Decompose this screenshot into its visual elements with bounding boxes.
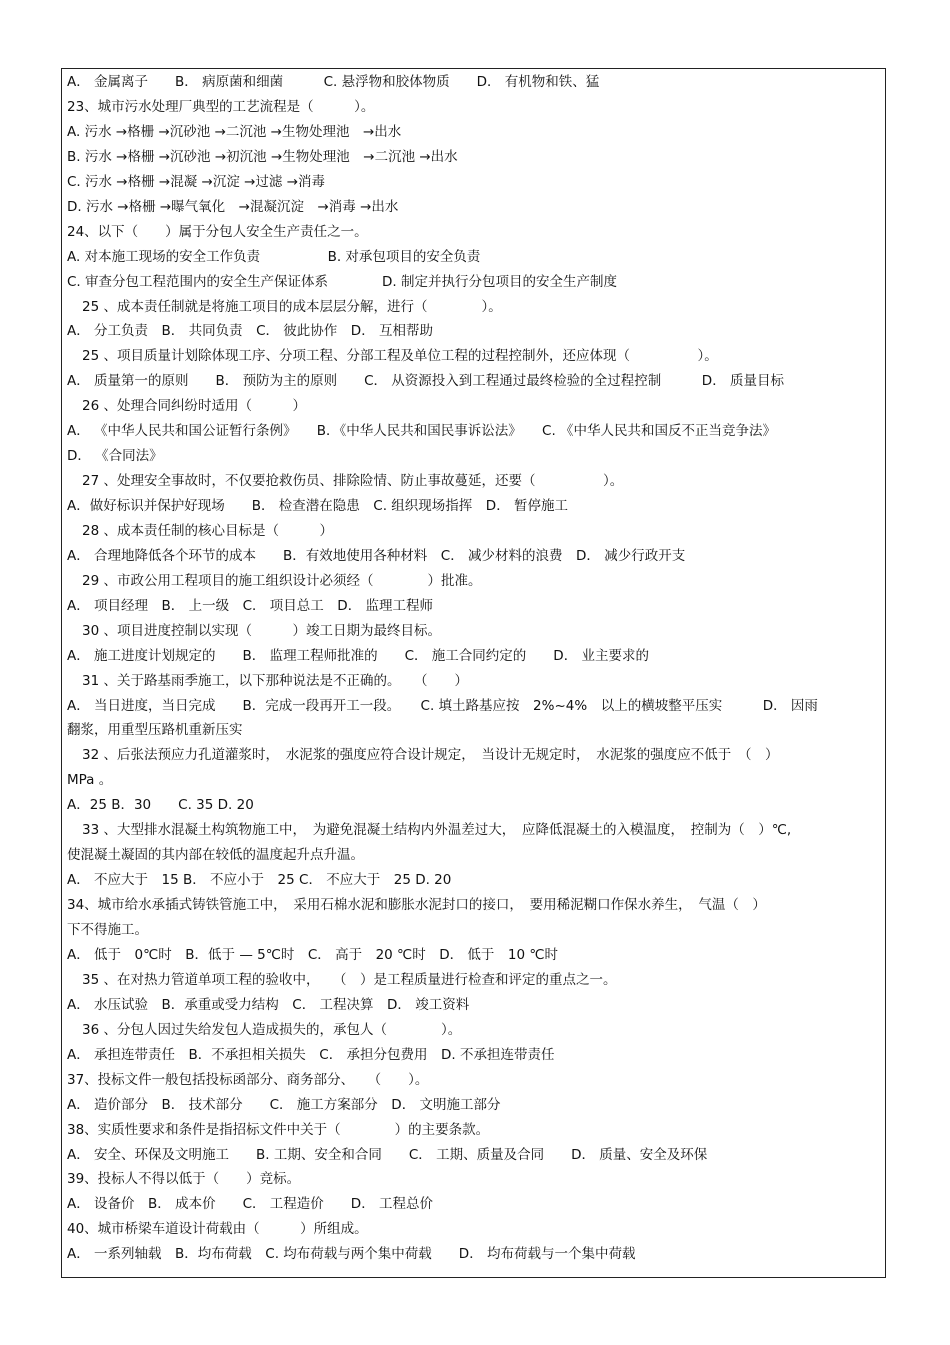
- question-text-line: A． 施工进度计划规定的 B． 监理工程师批准的 C． 施工合同约定的 D． 业主要求的: [67, 648, 649, 664]
- question-text-line: 30 、项目进度控制以实现（ ）竣工日期为最终目标。: [82, 623, 441, 639]
- question-text-line: A． 项目经理 B． 上一级 C． 项目总工 D． 监理工程师: [67, 598, 433, 614]
- question-text-line: B. 污水 →格栅 →沉砂池 →初沉池 →生物处理池 →二沉池 →出水: [67, 149, 458, 165]
- question-text-line: 38、实质性要求和条件是指招标文件中关于（ ）的主要条款。: [67, 1122, 490, 1138]
- question-text-line: A． 设备价 B． 成本价 C． 工程造价 D． 工程总价: [67, 1196, 433, 1212]
- question-text-line: 28 、成本责任制的核心目标是（ ）: [82, 523, 333, 539]
- question-text-line: A．做好标识并保护好现场 B． 检查潜在隐患 C. 组织现场指挥 D． 暂停施工: [67, 498, 568, 514]
- question-text-line: A. 对本施工现场的安全工作负责 B. 对承包项目的安全负责: [67, 249, 481, 265]
- question-text-line: 35 、在对热力管道单项工程的验收中， （ ）是工程质量进行检查和评定的重点之一。: [82, 972, 617, 988]
- question-text-line: 24、以下（ ）属于分包人安全生产责任之一。: [67, 224, 368, 240]
- question-text-line: A． 不应大于 15 B． 不应小于 25 C． 不应大于 25 D. 20: [67, 872, 452, 888]
- question-text-line: 32 、后张法预应力孔道灌浆时， 水泥浆的强度应符合设计规定， 当设计无规定时， 水泥浆的强度应不低于 （ ）: [82, 747, 779, 763]
- question-text-line: 34、城市给水承插式铸铁管施工中， 采用石棉水泥和膨胀水泥封口的接口， 要用稀泥糊口作保水养生， 气温（ ）: [67, 897, 766, 913]
- question-text-line: D. 污水 →格栅 →曝气氧化 →混凝沉淀 →消毒 →出水: [67, 199, 399, 215]
- question-text-line: 使混凝土凝固的其内部在较低的温度起升点升温。: [67, 847, 364, 863]
- question-text-line: A． 一系列轴载 B．均布荷载 C. 均布荷载与两个集中荷载 D． 均布荷载与一个集中荷载: [67, 1246, 636, 1262]
- question-text-line: A. 污水 →格栅 →沉砂池 →二沉池 →生物处理池 →出水: [67, 124, 402, 140]
- question-text-line: 36 、分包人因过失给发包人造成损失的，承包人（ ）。: [82, 1022, 462, 1038]
- question-text-line: A．25 B．30 C. 35 D. 20: [67, 797, 254, 813]
- question-text-line: 33 、大型排水混凝土构筑物施工中， 为避免混凝土结构内外温差过大， 应降低混凝土的入模温度， 控制为（ ）℃,: [82, 822, 792, 838]
- question-text-line: 26 、处理合同纠纷时适用（ ）: [82, 398, 306, 414]
- question-text-line: A． 合理地降低各个环节的成本 B．有效地使用各种材料 C． 减少材料的浪费 D． 减少行政开支: [67, 548, 686, 564]
- question-text-line: A． 低于 0℃时 B．低于 — 5℃时 C． 高于 20 ℃时 D． 低于 10 ℃时: [67, 947, 559, 963]
- question-text-line: A． 分工负责 B． 共同负责 C． 彼此协作 D． 互相帮助: [67, 323, 433, 339]
- question-text-line: C. 污水 →格栅 →混凝 →沉淀 →过滤 →消毒: [67, 174, 326, 190]
- question-text-line: A． 承担连带责任 B．不承担相关损失 C． 承担分包费用 D. 不承担连带责任: [67, 1047, 555, 1063]
- question-text-line: 翻浆，用重型压路机重新压实: [67, 722, 243, 738]
- question-text-line: 27 、处理安全事故时，不仅要抢救伤员、排除险情、防止事故蔓延，还要（ ）。: [82, 473, 624, 489]
- question-text-line: 37、投标文件一般包括投标函部分、商务部分、 （ ）。: [67, 1072, 429, 1088]
- question-text-line: 29 、市政公用工程项目的施工组织设计必须经（ ）批准。: [82, 573, 482, 589]
- question-text-line: A． 水压试验 B．承重或受力结构 C． 工程决算 D． 竣工资料: [67, 997, 470, 1013]
- question-text-line: 25 、项目质量计划除体现工序、分项工程、分部工程及单位工程的过程控制外，还应体现（ ）。: [82, 348, 718, 364]
- question-text-line: A． 造价部分 B． 技术部分 C． 施工方案部分 D． 文明施工部分: [67, 1097, 501, 1113]
- question-text-line: C. 审查分包工程范围内的安全生产保证体系 D. 制定并执行分包项目的安全生产制度: [67, 274, 617, 290]
- question-text-line: 25 、成本责任制就是将施工项目的成本层层分解，进行（ ）。: [82, 299, 502, 315]
- question-text-line: 40、城市桥梁车道设计荷载由（ ）所组成。: [67, 1221, 368, 1237]
- question-text-line: 39、投标人不得以低于（ ）竞标。: [67, 1171, 301, 1187]
- question-text-line: A． 质量第一的原则 B． 预防为主的原则 C． 从资源投入到工程通过最终检验的全过程控制 D． 质量目标: [67, 373, 784, 389]
- question-text-line: A． 安全、环保及文明施工 B. 工期、安全和合同 C． 工期、质量及合同 D． 质量、安全及环保: [67, 1147, 708, 1163]
- question-text-line: D． 《合同法》: [67, 448, 163, 464]
- question-text-line: 31 、关于路基雨季施工，以下那种说法是不正确的。 （ ）: [82, 673, 468, 689]
- question-text-line: MPa 。: [67, 772, 113, 788]
- question-text-line: 23、城市污水处理厂典型的工艺流程是（ ）。: [67, 99, 375, 115]
- question-text-line: 下不得施工。: [67, 922, 148, 938]
- question-text-line: A． 《中华人民共和国公证暂行条例》 B．《中华人民共和国民事诉讼法》 C. 《中华人民共和国反不正当竞争法》: [67, 423, 777, 439]
- question-text-line: A． 金属离子 B． 病原菌和细菌 C. 悬浮物和胶体物质 D． 有机物和铁、猛: [67, 74, 600, 90]
- question-text-line: A． 当日进度，当日完成 B．完成一段再开工一段。 C. 填土路基应按 2%~4% 以上的横坡整平压实 D． 因雨: [67, 698, 818, 714]
